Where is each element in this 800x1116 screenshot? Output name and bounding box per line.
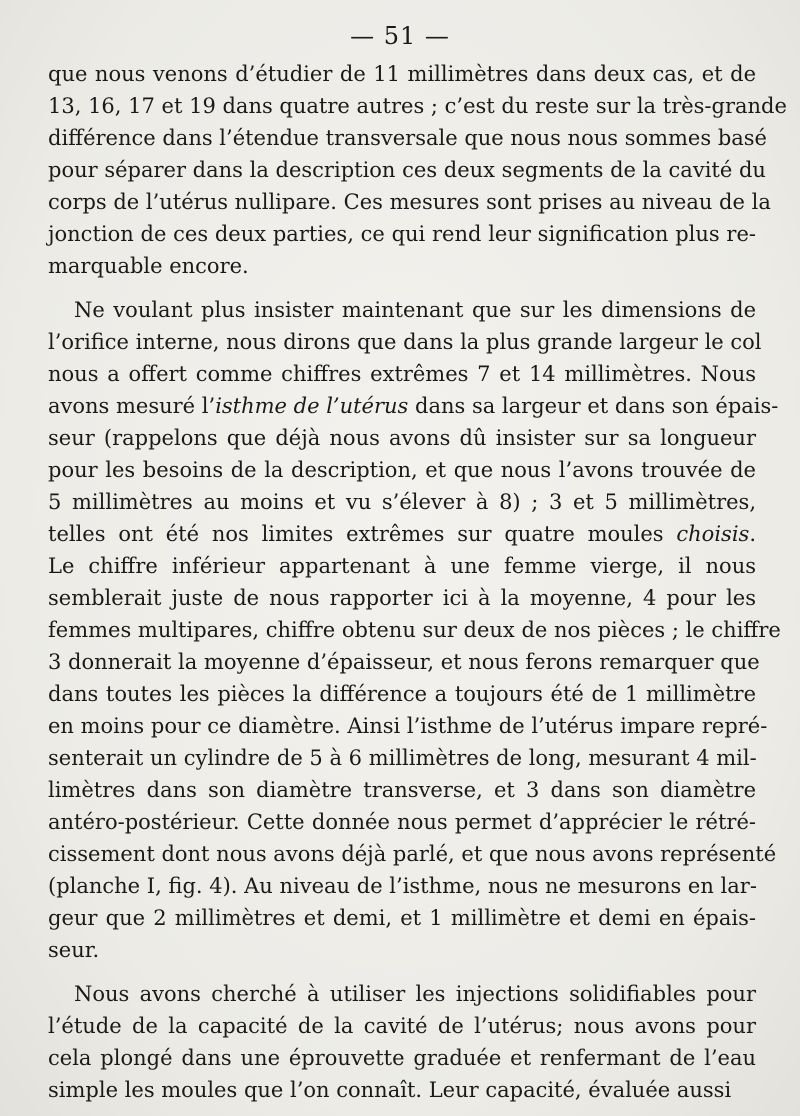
text-line [48,518,756,550]
text-line: cissement dont nous avons déjà parlé, et que nous avons représenté [48,842,777,866]
paragraph [48,978,756,1106]
text-line: jonction de ces deux parties, ce qui rend leur signification plus re- [48,222,756,246]
text-line: simple les moules que l’on connaît. Leur capacité, évaluée aussi [48,1078,732,1102]
text-line: l’étude de la capacité de la cavité de l’utérus; nous avons pour [48,1014,756,1038]
italic-phrase: isthme de l’utérus [215,394,409,418]
text-segment: dans sa largeur et dans son épais- [408,394,779,418]
text-line: femmes multipares, chiffre obtenu sur deux de nos pièces ; le chiffre [48,618,781,642]
text-line: seur. [48,938,100,962]
text-line: dans toutes les pièces la différence a toujours été de 1 millimètre [48,682,756,706]
italic-phrase: choisis [676,522,750,546]
text-line: antéro-postérieur. Cette donnée nous permet d’apprécier le rétré- [48,810,756,834]
text-line: l’orifice interne, nous dirons que dans la plus grande largeur le col [48,330,762,354]
text-line: pour les besoins de la description, et que nous l’avons trouvée de [48,458,756,482]
text-line: 3 donnerait la moyenne d’épaisseur, et nous ferons remarquer que [48,650,760,674]
text-line: Nous avons cherché à utiliser les injections solidifiables pour [74,982,756,1006]
text-segment: telles ont été nos limites extrêmes sur quatre moules [48,522,677,546]
text-line: limètres dans son diamètre transverse, et 3 dans son diamètre [48,778,756,802]
text-line: semblerait juste de nous rapporter ici à la moyenne, 4 pour les [48,586,756,610]
text-line: pour séparer dans la description ces deux segments de la cavité du [48,158,766,182]
text-line [48,390,779,422]
paragraph [48,294,781,966]
text-line: 5 millimètres au moins et vu s’élever à 8) ; 3 et 5 millimètres, [48,490,756,514]
paragraph-gap [48,282,756,294]
paragraph [48,58,787,282]
text-line: (planche I, fig. 4). Au niveau de l’isthme, nous ne mesurons en lar- [48,874,757,898]
text-line: Ne voulant plus insister maintenant que sur les dimensions de [74,298,756,322]
text-line: différence dans l’étendue transversale que nous nous sommes basé [48,126,767,150]
text-segment: . [749,522,756,546]
text-line: seur (rappelons que déjà nous avons dû insister sur sa longueur [48,426,756,450]
text-line: corps de l’utérus nullipare. Ces mesures sont prises au niveau de la [48,190,771,214]
text-line: marquable encore. [48,254,249,278]
text-line: Le chiffre inférieur appartenant à une femme vierge, il nous [48,554,756,578]
text-line: geur que 2 millimètres et demi, et 1 millimètre et demi en épais- [48,906,756,930]
page-number: — 51 — [350,22,450,50]
text-line: 13, 16, 17 et 19 dans quatre autres ; c’est du reste sur la très-grande [48,94,787,118]
text-line: en moins pour ce diamètre. Ainsi l’isthme de l’utérus impare repré- [48,714,768,738]
paragraph-gap [48,966,756,978]
text-line: que nous venons d’étudier de 11 millimètres dans deux cas, et de [48,62,756,86]
text-line: cela plongé dans une éprouvette graduée et renfermant de l’eau [48,1046,756,1070]
text-segment: avons mesuré l’ [48,394,216,418]
body-text [48,58,787,1106]
text-line: senterait un cylindre de 5 à 6 millimètres de long, mesurant 4 mil- [48,746,757,770]
text-line: nous a offert comme chiffres extrêmes 7 et 14 millimètres. Nous [48,362,756,386]
